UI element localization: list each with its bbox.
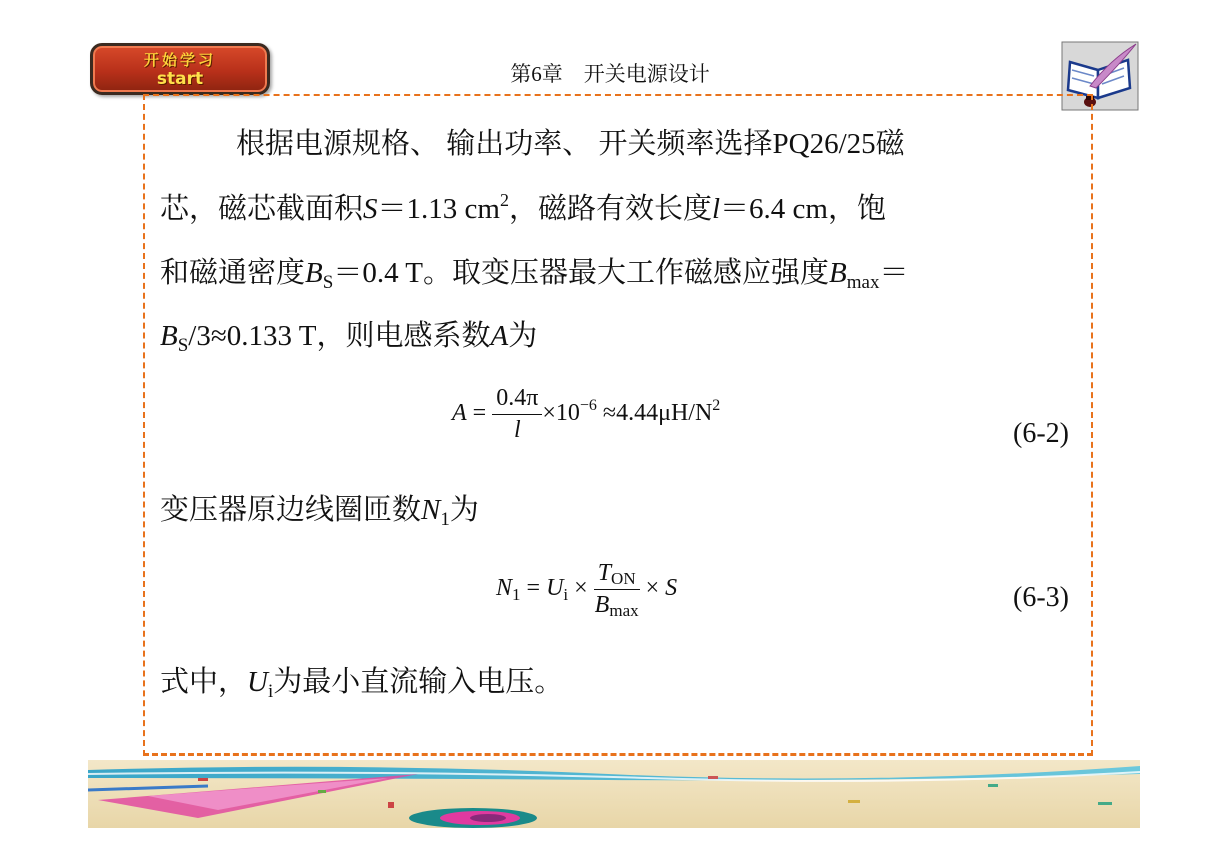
- fraction: [594, 560, 640, 619]
- math-op: =: [472, 400, 487, 427]
- paragraph-line: [160, 320, 1060, 356]
- superscript: 2: [499, 190, 509, 210]
- subscript: 1: [512, 585, 521, 605]
- math-var: A: [490, 320, 509, 352]
- math-op: =: [526, 575, 541, 602]
- text-run: ＝0.4 T。取变压器最大工作磁感应强度: [333, 257, 830, 289]
- text-run: 为: [508, 320, 538, 352]
- text-run: 和磁通密度: [160, 257, 306, 289]
- text-run: /3≈0.133 T，则电感系数: [188, 320, 491, 352]
- subscript: i: [563, 585, 569, 605]
- text-run: ，磁路有效长度: [508, 193, 712, 225]
- superscript: 2: [712, 397, 721, 415]
- fraction: [492, 385, 542, 444]
- math-var: S: [665, 575, 678, 602]
- paragraph-line: [160, 666, 1060, 702]
- text-run: ＝: [879, 257, 909, 289]
- math-var: T: [597, 560, 612, 586]
- superscript: −6: [579, 397, 597, 415]
- subscript: 1: [440, 509, 450, 530]
- math-op: ×: [574, 575, 588, 602]
- math-var: U: [546, 575, 564, 602]
- text-run: ＝6.4 cm，饱: [720, 193, 886, 225]
- text-run: 根据电源规格、 输出功率、 开关频率选择PQ26/25磁: [236, 128, 905, 160]
- math-var: B: [594, 592, 610, 618]
- text-run: 为: [449, 494, 479, 526]
- math-term: ≈4.44μH/N: [602, 400, 713, 427]
- math-var: A: [452, 400, 467, 427]
- equation-6-3: [496, 560, 677, 619]
- start-button-english-label: start: [156, 69, 204, 89]
- math-var: B: [829, 257, 847, 289]
- fraction-denominator: l: [513, 417, 521, 443]
- math-var: B: [305, 257, 323, 289]
- text-run: 变压器原边线圈匝数: [160, 494, 422, 526]
- text-run: 芯，磁芯截面积: [160, 193, 364, 225]
- fraction-numerator: 0.4π: [492, 385, 542, 415]
- text-run: 为最小直流输入电压。: [273, 666, 564, 698]
- chapter-title: 第6章 开关电源设计: [510, 62, 710, 86]
- paragraph-line: [236, 130, 1136, 159]
- math-op: ×: [645, 575, 660, 602]
- paragraph-line: [160, 190, 1060, 225]
- text-run: 式中，: [160, 666, 248, 698]
- fraction-denominator: [594, 590, 640, 619]
- math-var: U: [247, 666, 268, 698]
- math-var: N: [421, 494, 441, 526]
- fraction-numerator: [594, 560, 640, 590]
- math-term: ×10: [542, 400, 580, 427]
- subscript: max: [846, 272, 880, 293]
- beach-banner-decoration: [88, 760, 1140, 828]
- start-button-chinese-label: 开始学习: [143, 51, 216, 69]
- math-var: S: [363, 193, 378, 225]
- equation-number: (6-3): [1013, 582, 1069, 613]
- subscript: max: [609, 601, 639, 620]
- subscript: ON: [611, 569, 636, 588]
- paragraph-line: [160, 257, 1060, 293]
- equation-number: (6-2): [1013, 418, 1069, 449]
- subscript: S: [322, 272, 334, 293]
- math-var: l: [711, 193, 721, 225]
- math-var: N: [496, 575, 513, 602]
- math-var: B: [160, 320, 178, 352]
- paragraph-line: [160, 494, 1060, 530]
- subscript: S: [177, 335, 189, 356]
- subscript: i: [267, 681, 274, 702]
- start-learning-button[interactable]: [90, 43, 270, 95]
- text-run: ＝1.13 cm: [377, 193, 500, 225]
- equation-6-2: [452, 385, 720, 444]
